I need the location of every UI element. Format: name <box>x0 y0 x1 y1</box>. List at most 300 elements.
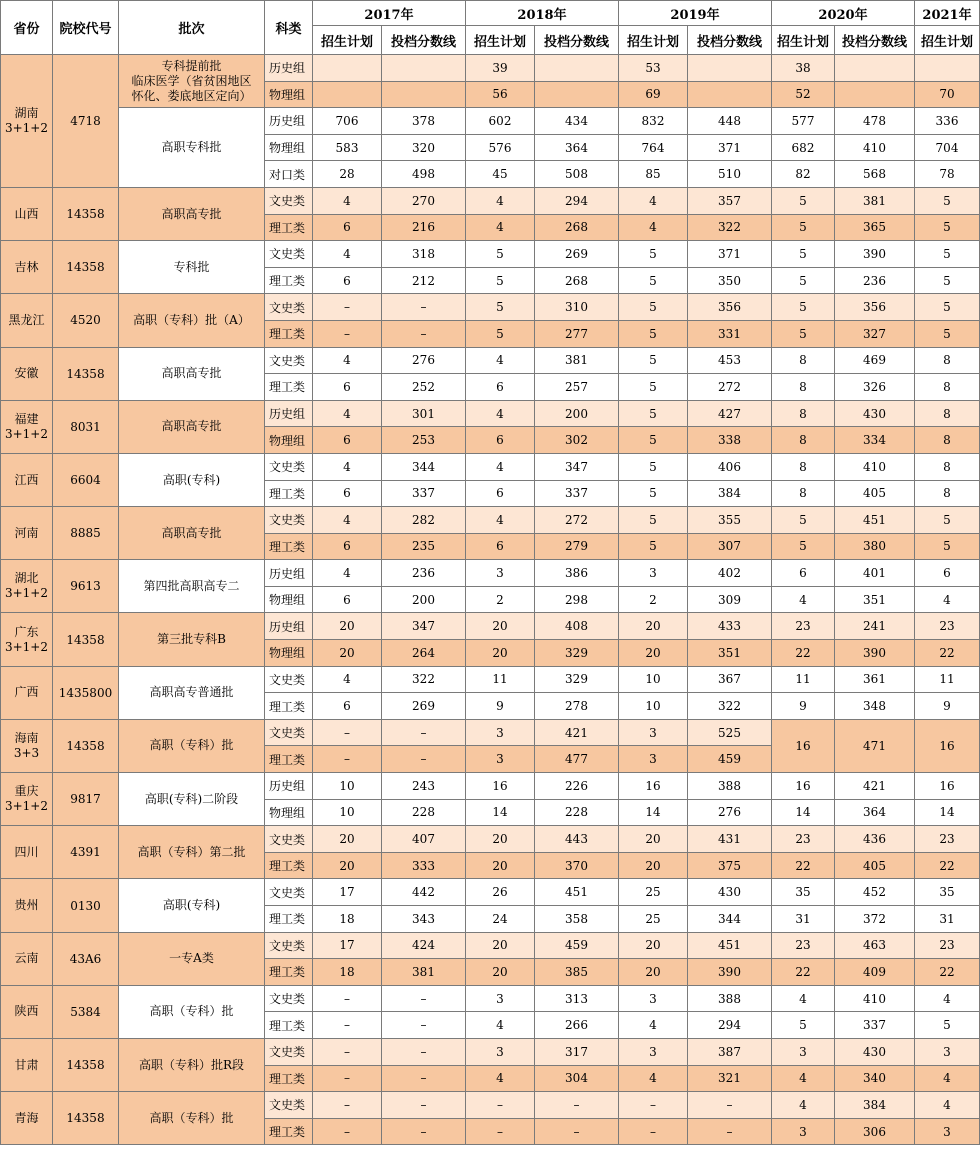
province-cell: 安徽 <box>1 347 53 400</box>
value-cell: 347 <box>535 453 619 480</box>
value-cell: 11 <box>915 666 980 693</box>
value-cell: – <box>313 1092 382 1119</box>
value-cell: 409 <box>835 959 915 986</box>
subject-cell: 理工类 <box>265 1118 313 1145</box>
code-cell: 4391 <box>53 826 119 879</box>
value-cell: 20 <box>466 640 535 667</box>
code-cell: 14358 <box>53 1038 119 1091</box>
value-cell: 11 <box>466 666 535 693</box>
value-cell: – <box>382 985 466 1012</box>
value-cell: – <box>313 1118 382 1145</box>
value-cell: 70 <box>915 81 980 108</box>
value-cell: – <box>313 719 382 746</box>
province-cell: 四川 <box>1 826 53 879</box>
value-cell: 5 <box>915 533 980 560</box>
value-cell: 3 <box>619 746 688 773</box>
value-cell: 371 <box>688 241 772 268</box>
value-cell: 5 <box>619 267 688 294</box>
value-cell: 4 <box>313 666 382 693</box>
value-cell: 20 <box>619 640 688 667</box>
table-row <box>1 241 980 268</box>
value-cell: 4 <box>915 1092 980 1119</box>
value-cell: 8 <box>915 427 980 454</box>
value-cell: – <box>382 294 466 321</box>
value-cell: 9 <box>466 693 535 720</box>
value-cell: 8 <box>772 453 835 480</box>
value-cell: 269 <box>382 693 466 720</box>
subject-cell: 文史类 <box>265 826 313 853</box>
batch-cell: 高职高专批 <box>119 507 265 560</box>
value-cell: 443 <box>535 826 619 853</box>
province-cell: 海南 3+3 <box>1 719 53 772</box>
value-cell: 343 <box>382 906 466 933</box>
value-cell: – <box>382 1092 466 1119</box>
value-cell: 69 <box>619 81 688 108</box>
value-cell: 11 <box>772 666 835 693</box>
value-cell: 318 <box>382 241 466 268</box>
value-cell: 3 <box>915 1038 980 1065</box>
value-cell: 478 <box>835 108 915 135</box>
subject-cell: 理工类 <box>265 693 313 720</box>
value-cell: 336 <box>915 108 980 135</box>
value-cell: 78 <box>915 161 980 188</box>
value-cell: – <box>382 1118 466 1145</box>
value-cell: 453 <box>688 347 772 374</box>
value-cell: 5 <box>466 294 535 321</box>
value-cell: 4 <box>772 1065 835 1092</box>
value-cell: 577 <box>772 108 835 135</box>
value-cell: 52 <box>772 81 835 108</box>
value-cell: 20 <box>619 826 688 853</box>
value-cell: 24 <box>466 906 535 933</box>
subject-cell: 理工类 <box>265 852 313 879</box>
value-cell: 236 <box>382 560 466 587</box>
value-cell: 381 <box>382 959 466 986</box>
merged-value-cell: 16 <box>772 719 835 772</box>
code-cell: 14358 <box>53 613 119 666</box>
value-cell <box>382 81 466 108</box>
batch-cell: 高职高专批 <box>119 400 265 453</box>
code-cell: 8031 <box>53 400 119 453</box>
value-cell: 10 <box>313 773 382 800</box>
value-cell: 236 <box>835 267 915 294</box>
value-cell: 276 <box>382 347 466 374</box>
batch-cell: 专科批 <box>119 241 265 294</box>
value-cell: 451 <box>835 507 915 534</box>
batch-cell: 高职专科批 <box>119 108 265 188</box>
value-cell: 3 <box>619 560 688 587</box>
value-cell: 405 <box>835 480 915 507</box>
value-cell: 386 <box>535 560 619 587</box>
value-cell: 22 <box>772 640 835 667</box>
value-cell: 14 <box>915 799 980 826</box>
value-cell: 6 <box>772 560 835 587</box>
value-cell: 5 <box>772 533 835 560</box>
header-plan: 招生计划 <box>313 26 382 55</box>
table-row <box>1 55 980 82</box>
value-cell <box>915 55 980 82</box>
value-cell: – <box>382 1038 466 1065</box>
value-cell: 378 <box>382 108 466 135</box>
subject-cell: 理工类 <box>265 533 313 560</box>
value-cell: 298 <box>535 586 619 613</box>
batch-cell: 第三批专科B <box>119 613 265 666</box>
batch-cell: 高职(专科) <box>119 453 265 506</box>
header-score: 投档分数线 <box>835 26 915 55</box>
value-cell: 20 <box>313 613 382 640</box>
subject-cell: 文史类 <box>265 187 313 214</box>
value-cell: 8 <box>915 374 980 401</box>
value-cell: 228 <box>382 799 466 826</box>
value-cell: 364 <box>835 799 915 826</box>
value-cell: 402 <box>688 560 772 587</box>
value-cell: 307 <box>688 533 772 560</box>
value-cell: 384 <box>688 480 772 507</box>
value-cell: 388 <box>688 985 772 1012</box>
value-cell: 4 <box>772 586 835 613</box>
value-cell: 602 <box>466 108 535 135</box>
value-cell: 5 <box>466 267 535 294</box>
value-cell: – <box>382 1012 466 1039</box>
value-cell: 23 <box>915 826 980 853</box>
value-cell: 372 <box>835 906 915 933</box>
value-cell: 317 <box>535 1038 619 1065</box>
value-cell: 431 <box>688 826 772 853</box>
value-cell: 35 <box>915 879 980 906</box>
header-plan: 招生计划 <box>619 26 688 55</box>
value-cell: 401 <box>835 560 915 587</box>
value-cell: 18 <box>313 959 382 986</box>
value-cell: 5 <box>915 241 980 268</box>
subject-cell: 物理组 <box>265 799 313 826</box>
value-cell: 6 <box>466 374 535 401</box>
value-cell: 270 <box>382 187 466 214</box>
value-cell: 14 <box>466 799 535 826</box>
batch-cell: 高职（专科）批 <box>119 985 265 1038</box>
value-cell: 28 <box>313 161 382 188</box>
value-cell: 4 <box>466 1012 535 1039</box>
value-cell: 294 <box>688 1012 772 1039</box>
value-cell: 451 <box>535 879 619 906</box>
value-cell: 385 <box>535 959 619 986</box>
value-cell: 390 <box>688 959 772 986</box>
value-cell: 252 <box>382 374 466 401</box>
value-cell: 8 <box>772 347 835 374</box>
value-cell: 23 <box>915 613 980 640</box>
batch-cell: 专科提前批 临床医学（省贫困地区 怀化、娄底地区定向） <box>119 55 265 108</box>
subject-cell: 文史类 <box>265 507 313 534</box>
value-cell: 20 <box>619 613 688 640</box>
value-cell: 304 <box>535 1065 619 1092</box>
value-cell: 5 <box>772 294 835 321</box>
value-cell: 326 <box>835 374 915 401</box>
subject-cell: 文史类 <box>265 719 313 746</box>
table-row <box>1 773 980 800</box>
value-cell: 4 <box>466 187 535 214</box>
subject-cell: 历史组 <box>265 773 313 800</box>
value-cell: 39 <box>466 55 535 82</box>
value-cell: 301 <box>382 400 466 427</box>
value-cell: 387 <box>688 1038 772 1065</box>
subject-cell: 物理组 <box>265 427 313 454</box>
value-cell: 82 <box>772 161 835 188</box>
value-cell: 22 <box>772 959 835 986</box>
value-cell: 20 <box>466 959 535 986</box>
value-cell: 320 <box>382 134 466 161</box>
subject-cell: 文史类 <box>265 879 313 906</box>
value-cell: 5 <box>466 241 535 268</box>
value-cell: 56 <box>466 81 535 108</box>
code-cell: 14358 <box>53 347 119 400</box>
merged-value-cell: 16 <box>915 719 980 772</box>
value-cell: 3 <box>466 746 535 773</box>
value-cell: – <box>313 294 382 321</box>
subject-cell: 文史类 <box>265 932 313 959</box>
table-row <box>1 1092 980 1119</box>
value-cell: 31 <box>915 906 980 933</box>
subject-cell: 文史类 <box>265 1038 313 1065</box>
table-row <box>1 666 980 693</box>
value-cell: 45 <box>466 161 535 188</box>
value-cell: 321 <box>688 1065 772 1092</box>
table-row <box>1 560 980 587</box>
table-row <box>1 826 980 853</box>
value-cell: 430 <box>688 879 772 906</box>
value-cell: 20 <box>313 852 382 879</box>
value-cell: 5 <box>772 214 835 241</box>
value-cell: 452 <box>835 879 915 906</box>
value-cell: 5 <box>915 214 980 241</box>
value-cell: 4 <box>619 214 688 241</box>
value-cell: 8 <box>772 480 835 507</box>
subject-cell: 理工类 <box>265 320 313 347</box>
code-cell: 8885 <box>53 507 119 560</box>
code-cell: 14358 <box>53 1092 119 1145</box>
value-cell <box>835 81 915 108</box>
value-cell: 16 <box>772 773 835 800</box>
value-cell: 3 <box>915 1118 980 1145</box>
value-cell: 442 <box>382 879 466 906</box>
province-cell: 陕西 <box>1 985 53 1038</box>
value-cell: 340 <box>835 1065 915 1092</box>
value-cell: 384 <box>835 1092 915 1119</box>
value-cell: 4 <box>313 453 382 480</box>
value-cell <box>688 55 772 82</box>
value-cell: 347 <box>382 613 466 640</box>
value-cell: 200 <box>535 400 619 427</box>
value-cell <box>688 81 772 108</box>
table-row <box>1 879 980 906</box>
value-cell: – <box>313 320 382 347</box>
header-code: 院校代号 <box>53 1 119 55</box>
value-cell: 344 <box>382 453 466 480</box>
header-year: 2021年 <box>915 1 980 26</box>
value-cell: 25 <box>619 906 688 933</box>
value-cell: 8 <box>915 347 980 374</box>
value-cell: 5 <box>619 480 688 507</box>
value-cell: 337 <box>535 480 619 507</box>
province-cell: 湖北 3+1+2 <box>1 560 53 613</box>
value-cell: 6 <box>313 374 382 401</box>
value-cell: 370 <box>535 852 619 879</box>
subject-cell: 历史组 <box>265 560 313 587</box>
value-cell: 4 <box>466 347 535 374</box>
value-cell: 35 <box>772 879 835 906</box>
value-cell: 322 <box>688 693 772 720</box>
value-cell: 5 <box>619 320 688 347</box>
value-cell: 498 <box>382 161 466 188</box>
value-cell: 3 <box>619 985 688 1012</box>
value-cell: 434 <box>535 108 619 135</box>
value-cell: – <box>535 1118 619 1145</box>
value-cell: 4 <box>915 1065 980 1092</box>
value-cell: 5 <box>619 374 688 401</box>
value-cell: 322 <box>688 214 772 241</box>
value-cell: 344 <box>688 906 772 933</box>
value-cell: – <box>313 1038 382 1065</box>
province-cell: 广东 3+1+2 <box>1 613 53 666</box>
value-cell: – <box>313 1012 382 1039</box>
header-subject: 科类 <box>265 1 313 55</box>
header-plan: 招生计划 <box>466 26 535 55</box>
value-cell: 20 <box>466 852 535 879</box>
subject-cell: 理工类 <box>265 214 313 241</box>
value-cell: 433 <box>688 613 772 640</box>
province-cell: 湖南 3+1+2 <box>1 55 53 188</box>
value-cell: 351 <box>688 640 772 667</box>
header-score: 投档分数线 <box>535 26 619 55</box>
value-cell: 4 <box>772 1092 835 1119</box>
value-cell: 200 <box>382 586 466 613</box>
value-cell: 6 <box>915 560 980 587</box>
subject-cell: 历史组 <box>265 108 313 135</box>
value-cell: 2 <box>466 586 535 613</box>
value-cell: 3 <box>772 1118 835 1145</box>
header-year: 2019年 <box>619 1 772 26</box>
value-cell: 390 <box>835 241 915 268</box>
value-cell: 5 <box>915 1012 980 1039</box>
value-cell: 243 <box>382 773 466 800</box>
value-cell: 3 <box>466 560 535 587</box>
value-cell: 357 <box>688 187 772 214</box>
value-cell: 4 <box>313 400 382 427</box>
value-cell: 3 <box>466 985 535 1012</box>
value-cell: 4 <box>313 241 382 268</box>
code-cell: 4718 <box>53 55 119 188</box>
value-cell: – <box>688 1118 772 1145</box>
value-cell: 4 <box>313 347 382 374</box>
subject-cell: 理工类 <box>265 746 313 773</box>
province-cell: 青海 <box>1 1092 53 1145</box>
value-cell: 448 <box>688 108 772 135</box>
value-cell: 5 <box>915 294 980 321</box>
value-cell: 410 <box>835 985 915 1012</box>
value-cell: 6 <box>313 214 382 241</box>
value-cell: – <box>382 746 466 773</box>
value-cell: 5 <box>619 507 688 534</box>
value-cell: 272 <box>535 507 619 534</box>
province-cell: 云南 <box>1 932 53 985</box>
value-cell: 406 <box>688 453 772 480</box>
batch-cell: 高职高专普通批 <box>119 666 265 719</box>
value-cell: 31 <box>772 906 835 933</box>
batch-cell: 高职(专科) <box>119 879 265 932</box>
code-cell: 43A6 <box>53 932 119 985</box>
subject-cell: 文史类 <box>265 347 313 374</box>
table-row <box>1 400 980 427</box>
value-cell: 16 <box>619 773 688 800</box>
value-cell: 4 <box>466 214 535 241</box>
value-cell: 4 <box>466 507 535 534</box>
value-cell: 5 <box>772 320 835 347</box>
value-cell: 268 <box>535 267 619 294</box>
value-cell: 381 <box>535 347 619 374</box>
value-cell: 525 <box>688 719 772 746</box>
subject-cell: 物理组 <box>265 81 313 108</box>
value-cell <box>382 55 466 82</box>
value-cell: 356 <box>688 294 772 321</box>
value-cell: 17 <box>313 879 382 906</box>
value-cell: 20 <box>466 826 535 853</box>
value-cell: 331 <box>688 320 772 347</box>
value-cell: 5 <box>619 347 688 374</box>
merged-value-cell: 471 <box>835 719 915 772</box>
value-cell: 6 <box>466 427 535 454</box>
table-row <box>1 719 980 746</box>
value-cell <box>535 81 619 108</box>
table-row <box>1 187 980 214</box>
subject-cell: 对口类 <box>265 161 313 188</box>
value-cell: 216 <box>382 214 466 241</box>
value-cell: 427 <box>688 400 772 427</box>
value-cell: 764 <box>619 134 688 161</box>
value-cell: 361 <box>835 666 915 693</box>
value-cell: 405 <box>835 852 915 879</box>
value-cell: 381 <box>835 187 915 214</box>
value-cell: 8 <box>915 453 980 480</box>
value-cell: 313 <box>535 985 619 1012</box>
table-row <box>1 294 980 321</box>
header-score: 投档分数线 <box>382 26 466 55</box>
subject-cell: 理工类 <box>265 374 313 401</box>
subject-cell: 文史类 <box>265 985 313 1012</box>
value-cell: 241 <box>835 613 915 640</box>
value-cell: 5 <box>619 241 688 268</box>
table-row <box>1 613 980 640</box>
value-cell: 4 <box>313 187 382 214</box>
value-cell: 4 <box>313 560 382 587</box>
value-cell: 333 <box>382 852 466 879</box>
subject-cell: 物理组 <box>265 134 313 161</box>
value-cell: 8 <box>915 400 980 427</box>
value-cell: – <box>619 1118 688 1145</box>
value-cell <box>535 55 619 82</box>
value-cell: 235 <box>382 533 466 560</box>
value-cell: 4 <box>915 985 980 1012</box>
value-cell: 310 <box>535 294 619 321</box>
batch-cell: 高职高专批 <box>119 347 265 400</box>
value-cell: 18 <box>313 906 382 933</box>
value-cell: 410 <box>835 134 915 161</box>
value-cell <box>835 55 915 82</box>
value-cell: 477 <box>535 746 619 773</box>
value-cell: 510 <box>688 161 772 188</box>
value-cell: 20 <box>313 826 382 853</box>
subject-cell: 历史组 <box>265 55 313 82</box>
subject-cell: 文史类 <box>265 453 313 480</box>
batch-cell: 高职（专科）批 <box>119 1092 265 1145</box>
value-cell: 430 <box>835 400 915 427</box>
